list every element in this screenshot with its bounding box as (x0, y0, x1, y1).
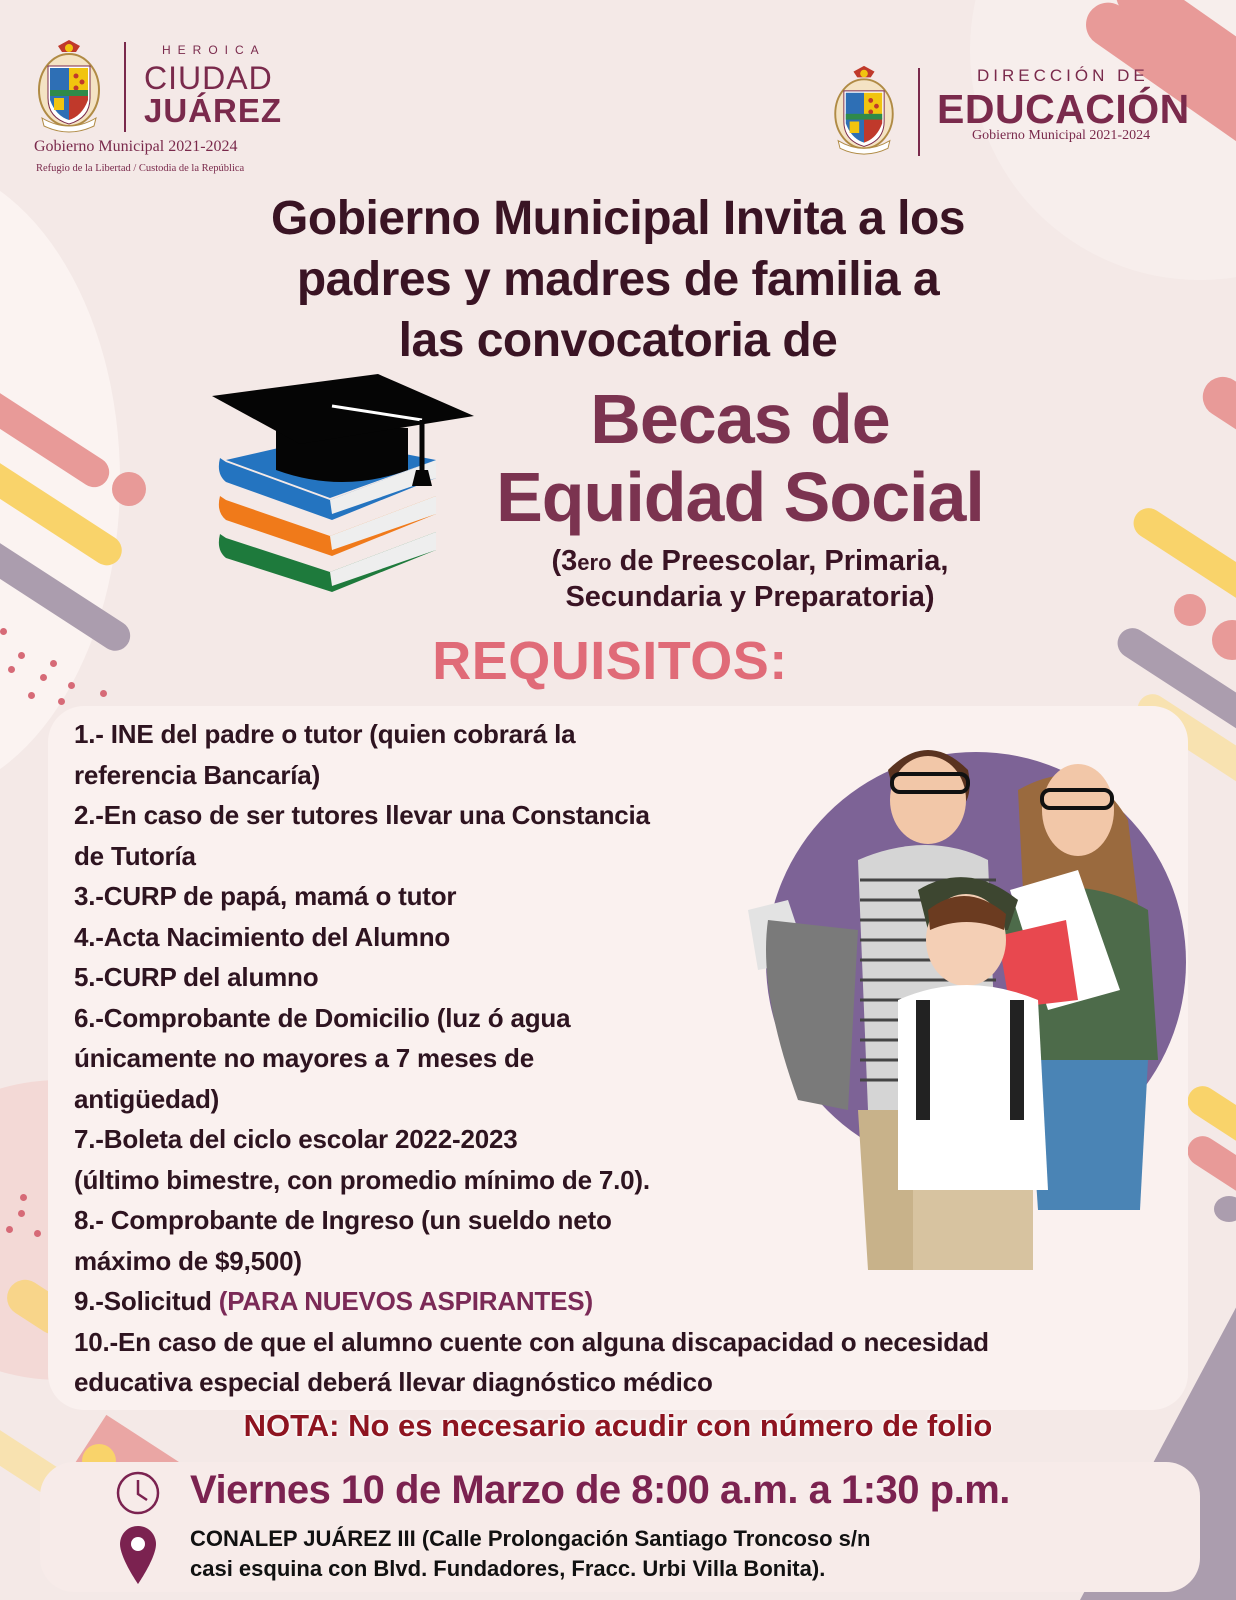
logo-ciudad: CIUDAD (144, 60, 273, 96)
direccion-educacion-logo (832, 64, 1212, 164)
logo-heroica: HEROICA (162, 43, 266, 57)
scholarship-title (450, 380, 1030, 536)
headline-line-1: Gobierno Municipal Invita a los (271, 192, 965, 245)
requirements-list (74, 714, 1184, 1403)
requirement-line: 1.- INE del padre o tutor (quien cobrará la (74, 719, 576, 749)
scholarship-levels (470, 544, 1030, 614)
requirement-item-9 (74, 1281, 1184, 1322)
requirement-line: 4.-Acta Nacimiento del Alumno (74, 921, 451, 952)
nota-banner: NOTA: No es necesario acudir con número de folio (243, 1408, 993, 1443)
requisitos-heading: REQUISITOS: (432, 631, 788, 691)
scholarship-title-line-2: Equidad Social (496, 458, 984, 536)
event-datetime: Viernes 10 de Marzo de 8:00 a.m. a 1:30 p.m. (190, 1468, 1010, 1512)
scholarship-title-line-1: Becas de (590, 380, 890, 458)
requirement-line: educativa especial deberá llevar diagnóstico médico (74, 1367, 713, 1397)
requirement-line: 3.-CURP de papá, mamá o tutor (74, 881, 457, 911)
logo-juarez: JUÁREZ (144, 92, 283, 129)
requirement-9-label: 9.-Solicitud (74, 1286, 219, 1316)
requirement-line: únicamente no mayores a 7 meses de (74, 1043, 534, 1073)
location-line-1: CONALEP JUÁREZ III (Calle Prolongación Santiago Troncoso s/n (190, 1526, 871, 1551)
requirement-line: (último bimestre, con promedio mínimo de 7.0). (74, 1164, 650, 1195)
event-location (190, 1524, 870, 1584)
requirement-9-accent: (PARA NUEVOS ASPIRANTES) (218, 1286, 593, 1316)
requirement-line: referencia Bancaría) (74, 759, 321, 790)
levels-line-2: Secundaria y Preparatoria) (565, 581, 935, 613)
headline-line-3: las convocatoria de (398, 314, 838, 367)
logo-direccion-de: DIRECCIÓN DE (977, 66, 1149, 85)
requirement-line: 10.-En caso de que el alumno cuente con alguna discapacidad o necesidad (74, 1326, 989, 1357)
logo-lema: Refugio de la Libertad / Custodia de la República (36, 163, 245, 174)
logo-educacion: EDUCACIÓN (937, 86, 1190, 132)
logo-gobierno-municipal: Gobierno Municipal 2021-2024 (972, 128, 1151, 143)
requirement-line: antigüedad) (74, 1083, 220, 1114)
logo-gobierno-municipal: Gobierno Municipal 2021-2024 (34, 138, 238, 155)
clock-icon (115, 1470, 161, 1516)
coat-of-arms-icon (832, 64, 896, 156)
headline (150, 188, 1086, 371)
logo-divider (124, 42, 126, 132)
location-line-2: casi esquina con Blvd. Fundadores, Fracc. Urbi Villa Bonita). (190, 1556, 826, 1581)
requirement-line: 8.- Comprobante de Ingreso (un sueldo neto (74, 1205, 612, 1235)
requirement-line: máximo de $9,500) (74, 1245, 302, 1276)
requirement-line: 6.-Comprobante de Domicilio (luz ó agua (74, 1002, 571, 1033)
levels-line-1: de Preescolar, Primaria, (611, 545, 949, 577)
requirement-line: 2.-En caso de ser tutores llevar una Constancia (74, 800, 650, 830)
logo-divider (918, 68, 920, 156)
map-pin-icon (118, 1524, 158, 1586)
levels-ero: ero (577, 550, 612, 575)
headline-line-2: padres y madres de familia a (296, 253, 940, 306)
levels-open: (3 (551, 545, 578, 577)
coat-of-arms-icon (36, 38, 102, 134)
requirement-line: 5.-CURP del alumno (74, 962, 319, 992)
requirement-line: de Tutoría (74, 840, 196, 871)
graduation-cap-books-icon (212, 374, 476, 596)
requirement-line: 7.-Boleta del ciclo escolar 2022-2023 (74, 1124, 518, 1154)
